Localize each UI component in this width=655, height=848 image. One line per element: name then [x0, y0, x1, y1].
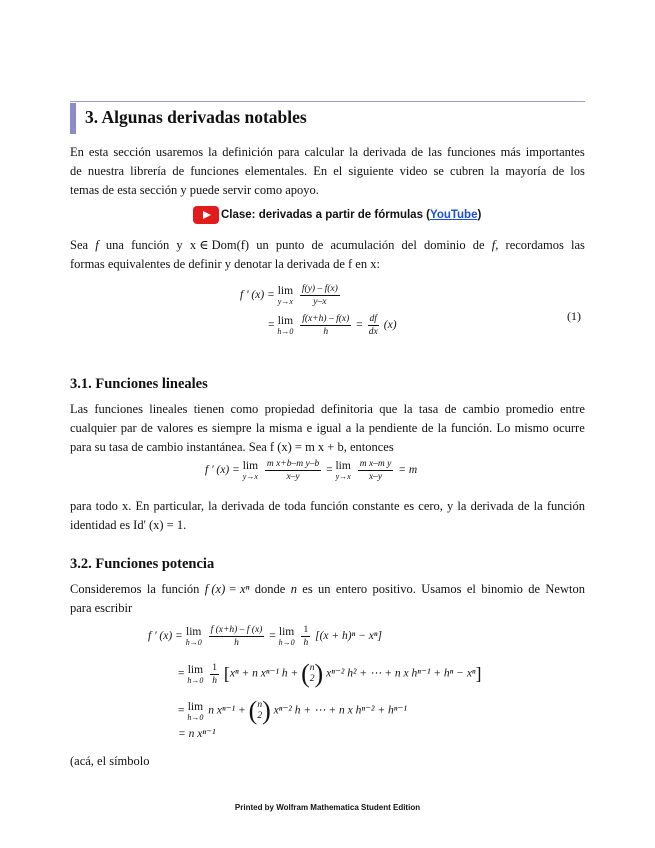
lim: lim: [278, 626, 295, 638]
word: de: [472, 238, 485, 252]
word: de: [528, 582, 541, 596]
word: función: [546, 499, 585, 513]
lim-sub: y→x: [335, 472, 351, 481]
word: propiedad: [264, 402, 315, 416]
paren-open: (: [301, 659, 310, 688]
word: derivada: [221, 499, 265, 513]
word: del: [401, 238, 417, 252]
bracket-close: ]: [475, 663, 482, 684]
numerator: df: [369, 314, 377, 324]
denominator: dx: [368, 327, 378, 337]
equation-number: (1): [567, 309, 581, 323]
word: la: [208, 145, 218, 159]
word: En: [135, 499, 150, 513]
binom-bottom: 2: [309, 674, 315, 684]
eq-lhs: f ' (x) =: [240, 289, 275, 302]
word: lineales: [149, 402, 188, 416]
power-line-2: para escribir: [70, 601, 133, 615]
word: nuestra: [87, 164, 125, 178]
lim-sub: h→0: [277, 327, 294, 336]
word: derivada: [470, 499, 514, 513]
word: de: [172, 164, 185, 178]
subsection-title-2: 3.2. Funciones potencia: [70, 556, 215, 572]
eq-lhs: f ' (x) =: [205, 464, 240, 477]
eq-sign: =: [269, 630, 276, 643]
eq-sign: =: [326, 464, 333, 477]
word: sección: [113, 145, 151, 159]
equation-3-row-1: [148, 624, 382, 649]
word: de: [311, 238, 324, 252]
eq-term: xⁿ + n xⁿ⁻¹ h +: [229, 667, 299, 680]
word: es: [197, 421, 208, 435]
word: funciones: [94, 402, 143, 416]
print-footer: Printed by Wolfram Mathematica Student Edition: [234, 803, 421, 812]
limit: [187, 701, 203, 722]
word: funciones: [190, 164, 239, 178]
fraction: [209, 624, 265, 649]
binom-top: n: [309, 663, 315, 673]
video-label: Clase: derivadas a partir de fórmulas (: [221, 209, 430, 221]
lim: lim: [277, 315, 294, 327]
numerator: 1: [303, 625, 309, 635]
eq-rhs: = m: [398, 464, 418, 477]
word: elementales.: [244, 164, 308, 178]
denominator: x–y: [286, 472, 300, 482]
youtube-play-icon[interactable]: [193, 206, 219, 224]
word: valores: [157, 421, 194, 435]
fraction: [300, 313, 351, 338]
limit: [278, 285, 293, 306]
word: la: [457, 499, 467, 513]
power-paragraph: [70, 580, 585, 618]
lim: lim: [187, 663, 204, 676]
word: a: [345, 421, 352, 435]
word: promedio: [505, 402, 554, 416]
equation-3-row-3: [178, 696, 407, 726]
word: cambio: [462, 402, 500, 416]
intro-line: temas de esta sección y puede servir como apoyo.: [70, 183, 319, 197]
word: dominio: [423, 238, 466, 252]
definition-paragraph: [70, 236, 585, 274]
eq-lhs: f ' (x) =: [148, 630, 183, 643]
trailing-text: (acá, el símbolo: [70, 754, 150, 768]
lim: lim: [186, 626, 202, 638]
word: siempre: [212, 421, 252, 435]
lim-sub: h→0: [187, 675, 204, 685]
word: n: [290, 582, 297, 596]
intro-line: [70, 143, 585, 162]
denominator: h: [234, 638, 239, 648]
numerator: f(x+h) – f(x): [302, 314, 350, 324]
numerator: f(y) – f(x): [301, 284, 338, 294]
word: para: [70, 499, 92, 513]
after-linear-line: [70, 497, 585, 516]
linear-line: para su tasa de cambio instantánea. Sea f (x) = m x + b, entonces: [70, 440, 394, 454]
definition-line-2: formas equivalentes de definir y denotar la derivada de f en x:: [70, 257, 380, 271]
limit: [335, 460, 350, 481]
word: derivada: [363, 145, 407, 159]
word: es: [403, 499, 415, 513]
denominator: h: [212, 675, 217, 686]
word: entre: [559, 402, 585, 416]
lim-sub: h→0: [185, 638, 202, 647]
limit: [279, 626, 295, 647]
word: el: [333, 164, 343, 178]
word: funciones: [446, 145, 496, 159]
word: siguiente: [348, 164, 394, 178]
word: función: [310, 499, 349, 513]
fraction: [301, 624, 310, 649]
fraction: [300, 283, 340, 308]
word: definitoria: [320, 402, 373, 416]
numerator: 1: [212, 662, 217, 673]
binom-top: n: [257, 700, 263, 710]
word: para: [277, 145, 300, 159]
word: de: [552, 164, 565, 178]
power-line-1: [70, 580, 585, 599]
equation-1-row-2: [268, 313, 397, 338]
word: de: [421, 421, 434, 435]
word: video: [399, 164, 428, 178]
word: En: [313, 164, 328, 178]
word: que: [379, 402, 398, 416]
word: la: [208, 499, 218, 513]
eq-tail: (x): [383, 319, 397, 332]
word: entero: [335, 582, 368, 596]
word: Newton: [545, 582, 585, 596]
section-header: [70, 101, 585, 134]
numerator: m x–m y: [359, 459, 392, 469]
word: de: [140, 421, 153, 435]
word: pendiente: [368, 421, 418, 435]
paren-close: ): [314, 659, 324, 688]
word: x.: [122, 499, 132, 513]
word: punto: [275, 238, 305, 252]
word: de: [70, 164, 82, 178]
equation-2: [205, 458, 417, 483]
limit: [187, 664, 203, 685]
word: usaremos: [155, 145, 204, 159]
eq-sign: =: [356, 319, 363, 332]
word: un: [318, 582, 331, 596]
word: positivo.: [372, 582, 416, 596]
section-accent-bar: [70, 103, 76, 134]
limit: [186, 626, 202, 647]
word: la: [403, 402, 413, 416]
word: par: [120, 421, 137, 435]
equation-1-row-1: [240, 283, 342, 308]
denominator: y–x: [313, 297, 327, 307]
lim: lim: [335, 460, 351, 472]
word: todo: [95, 499, 118, 513]
word: la: [533, 499, 543, 513]
after-linear-paragraph: [70, 497, 585, 535]
word: binomio: [481, 582, 523, 596]
word: la: [349, 145, 359, 159]
limit: [277, 315, 293, 336]
numerator: f (x+h) – f (x): [210, 625, 263, 635]
word: x ∈ Dom(f): [189, 238, 250, 252]
word: es: [302, 582, 313, 596]
word: f: [95, 238, 99, 252]
definition-line-1: [70, 236, 585, 255]
word: particular,: [153, 499, 205, 513]
word: la: [255, 421, 265, 435]
limit: [243, 460, 258, 481]
word: más: [500, 145, 521, 159]
word: la: [437, 421, 447, 435]
video-label-end: ): [477, 209, 482, 221]
lim-sub: h→0: [278, 638, 295, 647]
word: y: [176, 238, 183, 252]
eq-sign: =: [268, 319, 275, 332]
eq-term: n xⁿ⁻¹ +: [208, 704, 246, 717]
eq-term: xⁿ⁻² h² + ⋯ + n x hⁿ⁻¹ + hⁿ − xⁿ: [326, 667, 476, 680]
word: las: [571, 238, 585, 252]
linear-line: [70, 400, 585, 419]
word: de: [268, 499, 281, 513]
word: Usamos: [421, 582, 462, 596]
word: un: [256, 238, 269, 252]
word: tienen: [193, 402, 225, 416]
lim-sub: h→0: [187, 712, 204, 722]
word: la: [355, 421, 365, 435]
word: mismo: [514, 421, 549, 435]
word: cubren: [450, 164, 485, 178]
numerator: m x+b–m y–b: [266, 459, 320, 469]
word: el: [466, 582, 476, 596]
word: definición: [222, 145, 273, 159]
word: Las: [70, 402, 89, 416]
paren-open: (: [248, 696, 258, 725]
lim: lim: [242, 460, 259, 472]
fraction: [265, 458, 321, 483]
word: la: [146, 582, 156, 596]
word: de: [517, 499, 530, 513]
denominator: h: [323, 327, 329, 337]
word: los: [570, 164, 585, 178]
word: f (x) = xⁿ: [204, 582, 250, 596]
lim-sub: y→x: [242, 472, 258, 481]
word: tasa: [418, 402, 439, 416]
word: función: [161, 582, 200, 596]
word: igual: [316, 421, 342, 435]
fraction: [368, 313, 379, 338]
paren-close: ): [262, 696, 271, 725]
section-title: 3. Algunas derivadas notables: [85, 107, 307, 127]
word: En: [70, 145, 84, 159]
lim: lim: [277, 285, 294, 297]
eq-sign: =: [178, 704, 185, 717]
linear-paragraph: [70, 400, 585, 457]
intro-line: [70, 162, 585, 181]
word: cero,: [418, 499, 443, 513]
word: se: [433, 164, 444, 178]
word: Consideremos: [70, 582, 142, 596]
word: Lo: [496, 421, 511, 435]
word: de: [444, 402, 457, 416]
word: esta: [88, 145, 109, 159]
word: y: [447, 499, 454, 513]
word: donde: [254, 582, 286, 596]
word: una: [105, 238, 124, 252]
word: las: [428, 145, 442, 159]
equation-3-row-4: = n xⁿ⁻¹: [178, 728, 216, 740]
eq-sign: =: [178, 667, 185, 680]
word: constante: [352, 499, 400, 513]
binom-bottom: 2: [257, 711, 263, 721]
equation-3-row-2: [178, 659, 482, 689]
word: mayoría: [505, 164, 547, 178]
word: toda: [284, 499, 306, 513]
word: calcular: [304, 145, 345, 159]
after-linear-line: identidad es Id' (x) = 1.: [70, 518, 187, 532]
eq-term: xⁿ⁻² h + ⋯ + n x hⁿ⁻² + hⁿ⁻¹: [273, 704, 407, 717]
bracket-open: [: [223, 663, 230, 684]
denominator: h: [303, 638, 309, 648]
word: como: [230, 402, 259, 416]
fraction: [358, 458, 394, 483]
subsection-title-1: 3.1. Funciones lineales: [70, 376, 208, 392]
fraction: [210, 662, 219, 687]
denominator: x–y: [368, 472, 383, 482]
word: Sea: [70, 238, 89, 252]
linear-line: [70, 419, 585, 438]
youtube-link[interactable]: YouTube: [430, 209, 478, 221]
word: cualquier: [70, 421, 117, 435]
word: función.: [450, 421, 493, 435]
word: acumulación: [330, 238, 395, 252]
eq-term: [(x + h)ⁿ − xⁿ]: [315, 630, 382, 643]
word: función: [131, 238, 170, 252]
word: ocurre: [552, 421, 585, 435]
video-link-row: [193, 205, 481, 225]
lim: lim: [187, 700, 204, 713]
word: misma: [269, 421, 303, 435]
word: la: [490, 164, 500, 178]
lim-sub: y→x: [277, 297, 293, 306]
word: e: [306, 421, 313, 435]
word: librería: [130, 164, 167, 178]
word: f,: [491, 238, 499, 252]
word: importantes: [525, 145, 585, 159]
word: recordamos: [505, 238, 564, 252]
intro-paragraph: [70, 143, 585, 200]
word: de: [411, 145, 424, 159]
